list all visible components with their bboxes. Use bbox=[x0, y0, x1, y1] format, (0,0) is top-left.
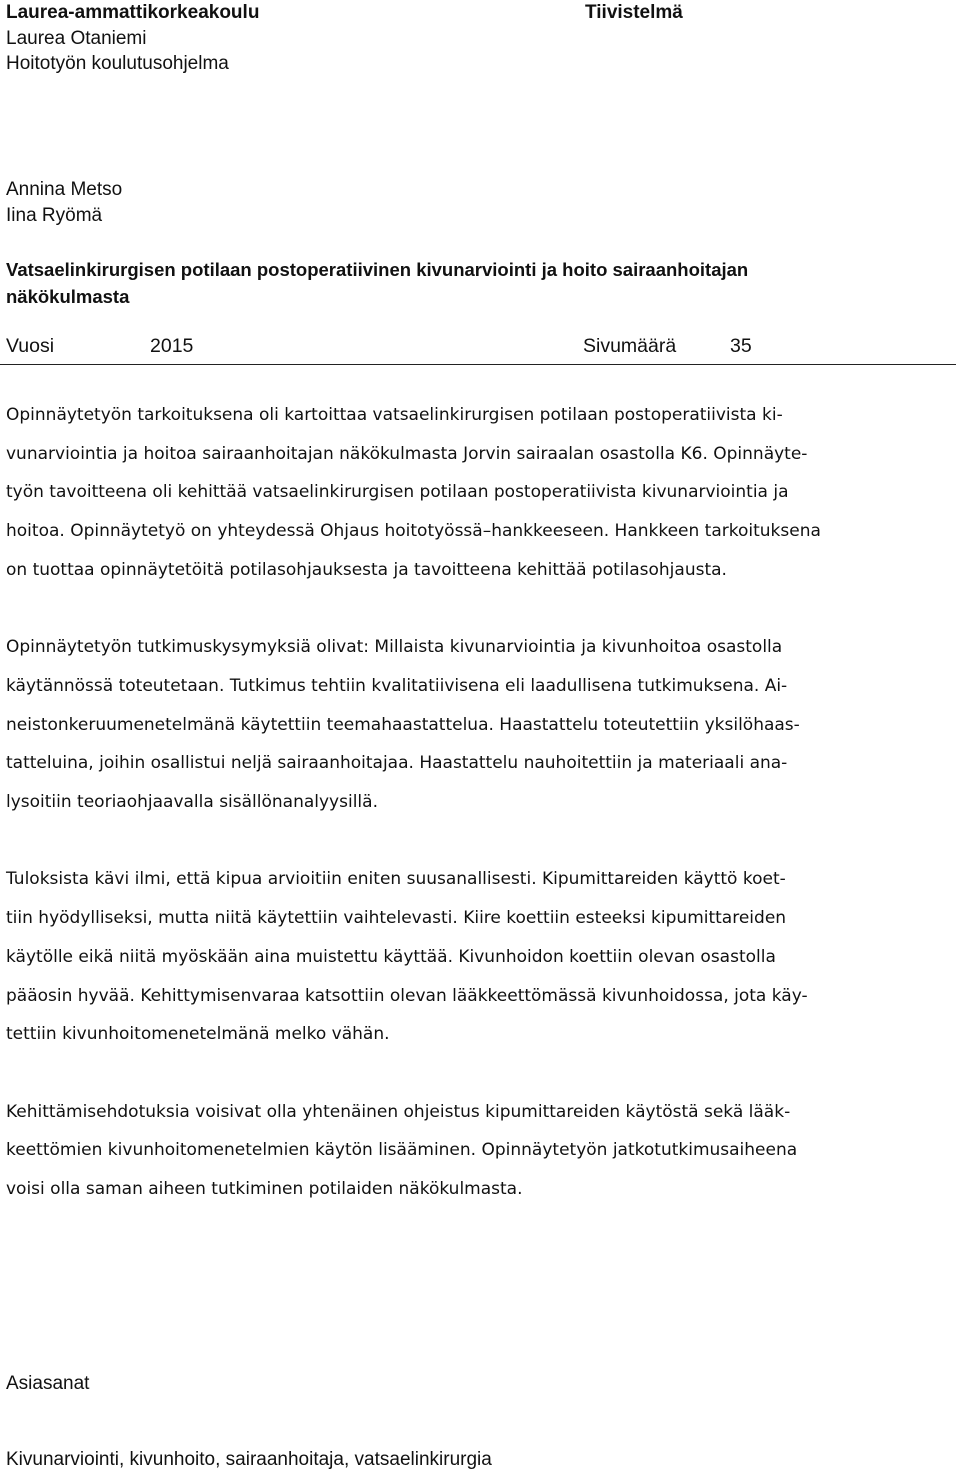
text-line: on tuottaa opinnäytetöitä potilasohjauksesta ja tavoitteena kehittää potilasohjausta. bbox=[6, 559, 727, 580]
text-line: vunarviointia ja hoitoa sairaanhoitajan näkökulmasta Jorvin sairaalan osastolla K6. Opinnäyte- bbox=[6, 443, 808, 464]
programme-name: Hoitotyön koulutusohjelma bbox=[6, 53, 229, 74]
text-line: hoitoa. Opinnäytetyö on yhteydessä Ohjaus hoitotyössä–hankkeeseen. Hankkeen tarkoituksena bbox=[6, 521, 821, 542]
author-name: Iina Ryömä bbox=[6, 205, 103, 226]
text-line: Opinnäytetyön tarkoituksena oli kartoittaa vatsaelinkirurgisen potilaan postoperatiivista ki- bbox=[6, 405, 783, 425]
header bbox=[6, 0, 956, 77]
text-line: pääosin hyvää. Kehittymisenvaraa katsottiin olevan lääkkeettömässä kivunhoidossa, jota käy- bbox=[6, 985, 808, 1006]
text-line: Kehittämisehdotuksia voisivat olla yhtenäinen ohjeistus kipumittareiden käytöstä sekä lääk- bbox=[6, 1101, 791, 1122]
paragraph-suggestions bbox=[6, 1093, 956, 1209]
text-line: tiin hyödylliseksi, mutta niitä käytettiin vaihtelevasti. Kiire koettiin esteeksi kipumittareiden bbox=[6, 908, 787, 929]
abstract-body bbox=[6, 396, 956, 1209]
thesis-title bbox=[6, 256, 936, 310]
institution-name: Laurea-ammattikorkeakoulu bbox=[6, 2, 260, 23]
document-type: Tiivistelmä bbox=[585, 2, 683, 23]
authors bbox=[6, 177, 122, 229]
text-line: Tuloksista kävi ilmi, että kipua arvioitiin eniten suusanallisesti. Kipumittareiden käyttö koet- bbox=[6, 869, 786, 890]
text-line: työn tavoitteena oli kehittää vatsaelinkirurgisen potilaan postoperatiivista kivunarviointia ja bbox=[6, 482, 789, 503]
meta-row bbox=[0, 332, 956, 365]
thesis-title-line: näkökulmasta bbox=[6, 286, 130, 307]
text-line: käytännössä toteutetaan. Tutkimus tehtiin kvalitatiivisena eli laadullisena tutkimuksena. Ai- bbox=[6, 675, 788, 696]
text-line: neistonkeruumenetelmänä käytettiin teemahaastattelua. Haastattelu toteutettiin yksilöhaas- bbox=[6, 714, 800, 735]
text-line: keettömien kivunhoitomenetelmien käytön lisääminen. Opinnäytetyön jatkotutkimusaiheena bbox=[6, 1140, 798, 1161]
year-label: Vuosi bbox=[6, 335, 55, 357]
pages-value: 35 bbox=[730, 335, 752, 357]
pages-label: Sivumäärä bbox=[583, 335, 677, 357]
text-line: lysoitiin teoriaohjaavalla sisällönanalyysillä. bbox=[6, 792, 378, 813]
keywords-label: Asiasanat bbox=[6, 1373, 90, 1394]
text-line: voisi olla saman aiheen tutkiminen potilaiden näkökulmasta. bbox=[6, 1179, 523, 1200]
text-line: tatteluina, joihin osallistui neljä sairaanhoitajaa. Haastattelu nauhoitettiin ja materiaali ana- bbox=[6, 753, 788, 774]
keywords-list: Kivunarviointi, kivunhoito, sairaanhoitaja, vatsaelinkirurgia bbox=[6, 1449, 492, 1470]
author-name: Annina Metso bbox=[6, 179, 123, 200]
text-line: Opinnäytetyön tutkimuskysymyksiä olivat: Millaista kivunarviointia ja kivunhoitoa osastolla bbox=[6, 637, 783, 658]
paragraph-purpose bbox=[6, 396, 956, 590]
paragraph-results bbox=[6, 860, 956, 1054]
text-line: käytölle eikä niitä myöskään aina muistettu käyttää. Kivunhoidon koettiin olevan osastolla bbox=[6, 946, 776, 967]
thesis-title-line: Vatsaelinkirurgisen potilaan postoperatiivinen kivunarviointi ja hoito sairaanhoitajan bbox=[6, 259, 749, 280]
text-line: tettiin kivunhoitomenetelmänä melko vähän. bbox=[6, 1024, 390, 1045]
campus-name: Laurea Otaniemi bbox=[6, 27, 147, 49]
year-value: 2015 bbox=[150, 335, 194, 357]
paragraph-methods bbox=[6, 628, 956, 822]
